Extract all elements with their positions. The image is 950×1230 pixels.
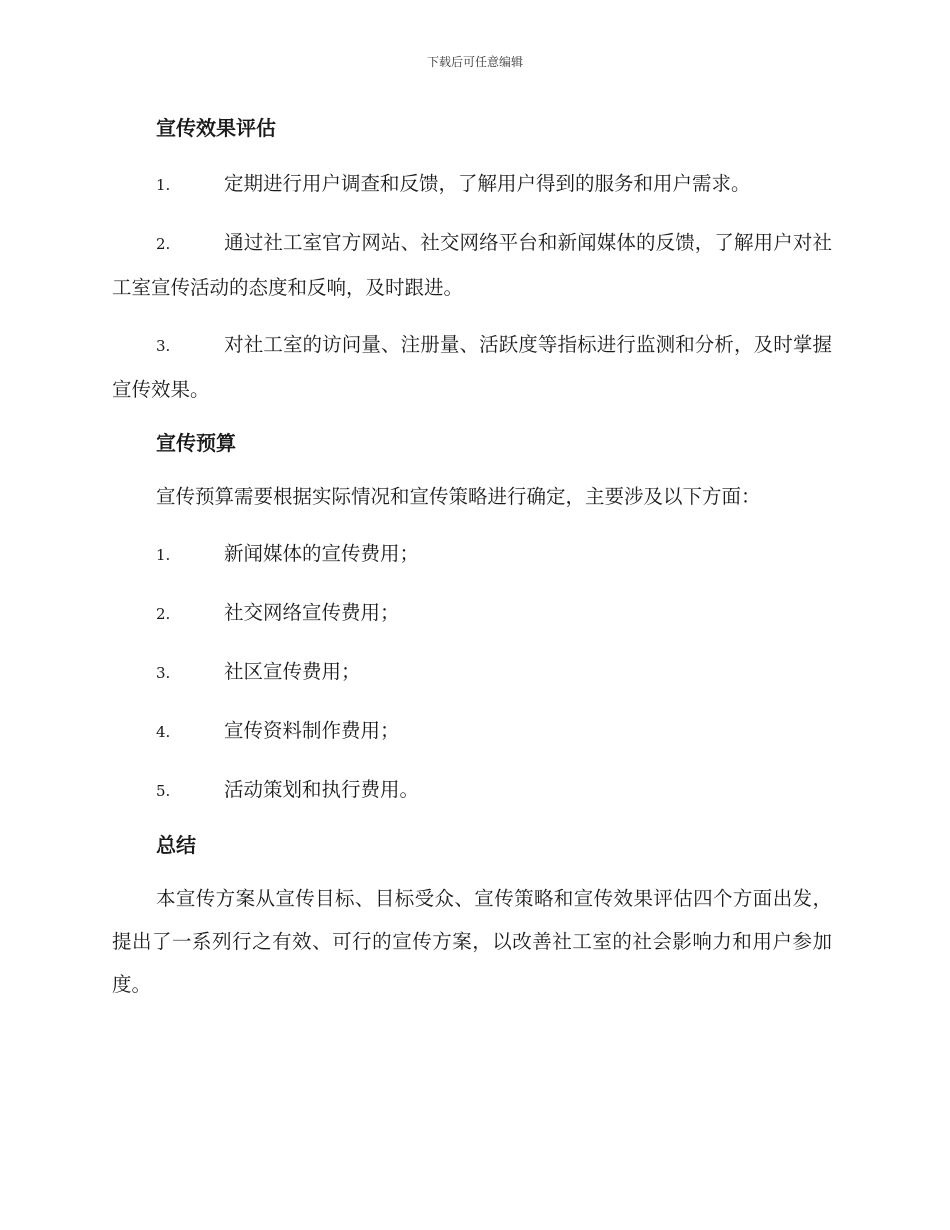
section-intro: 宣传预算需要根据实际情况和宣传策略进行确定，主要涉及以下方面： bbox=[156, 485, 761, 508]
list-number: 2. bbox=[156, 235, 171, 253]
section-heading-summary: 总结 bbox=[156, 833, 196, 857]
list-number: 5. bbox=[156, 782, 171, 800]
list-item bbox=[112, 650, 832, 695]
list-number: 3. bbox=[156, 337, 171, 355]
list-number: 1. bbox=[156, 546, 171, 564]
summary-paragraph: 本宣传方案从宣传目标、目标受众、宣传策略和宣传效果评估四个方面出发，提出了一系列行之有效、可行的宣传方案，以改善社工室的社会影响力和用户参加度。 bbox=[112, 887, 832, 996]
section-heading-budget: 宣传预算 bbox=[156, 431, 236, 455]
list-text: 活动策划和执行费用。 bbox=[224, 778, 420, 801]
list-text: 新闻媒体的宣传费用； bbox=[224, 542, 420, 565]
list-text: 社区宣传费用； bbox=[224, 660, 361, 683]
section-heading-evaluation: 宣传效果评估 bbox=[156, 116, 276, 140]
list-number: 4. bbox=[156, 723, 171, 741]
list-text: 宣传资料制作费用； bbox=[224, 719, 400, 742]
list-item bbox=[112, 532, 832, 577]
document-body bbox=[112, 108, 832, 1018]
header-note: 下载后可任意编辑 bbox=[426, 55, 523, 69]
list-item bbox=[112, 768, 832, 813]
list-text: 社交网络宣传费用； bbox=[224, 601, 400, 624]
list-number: 3. bbox=[156, 664, 171, 682]
list-text: 对社工室的访问量、注册量、活跃度等指标进行监测和分析，及时掌握宣传效果。 bbox=[112, 333, 832, 401]
list-text: 定期进行用户调查和反馈，了解用户得到的服务和用户需求。 bbox=[224, 172, 751, 195]
list-number: 1. bbox=[156, 176, 171, 194]
list-item bbox=[112, 591, 832, 636]
list-item bbox=[112, 323, 832, 411]
list-item bbox=[112, 709, 832, 754]
list-number: 2. bbox=[156, 605, 171, 623]
list-text: 通过社工室官方网站、社交网络平台和新闻媒体的反馈，了解用户对社工室宣传活动的态度和反响，及时跟进。 bbox=[112, 231, 832, 299]
list-item bbox=[112, 221, 832, 309]
list-item bbox=[112, 162, 832, 207]
